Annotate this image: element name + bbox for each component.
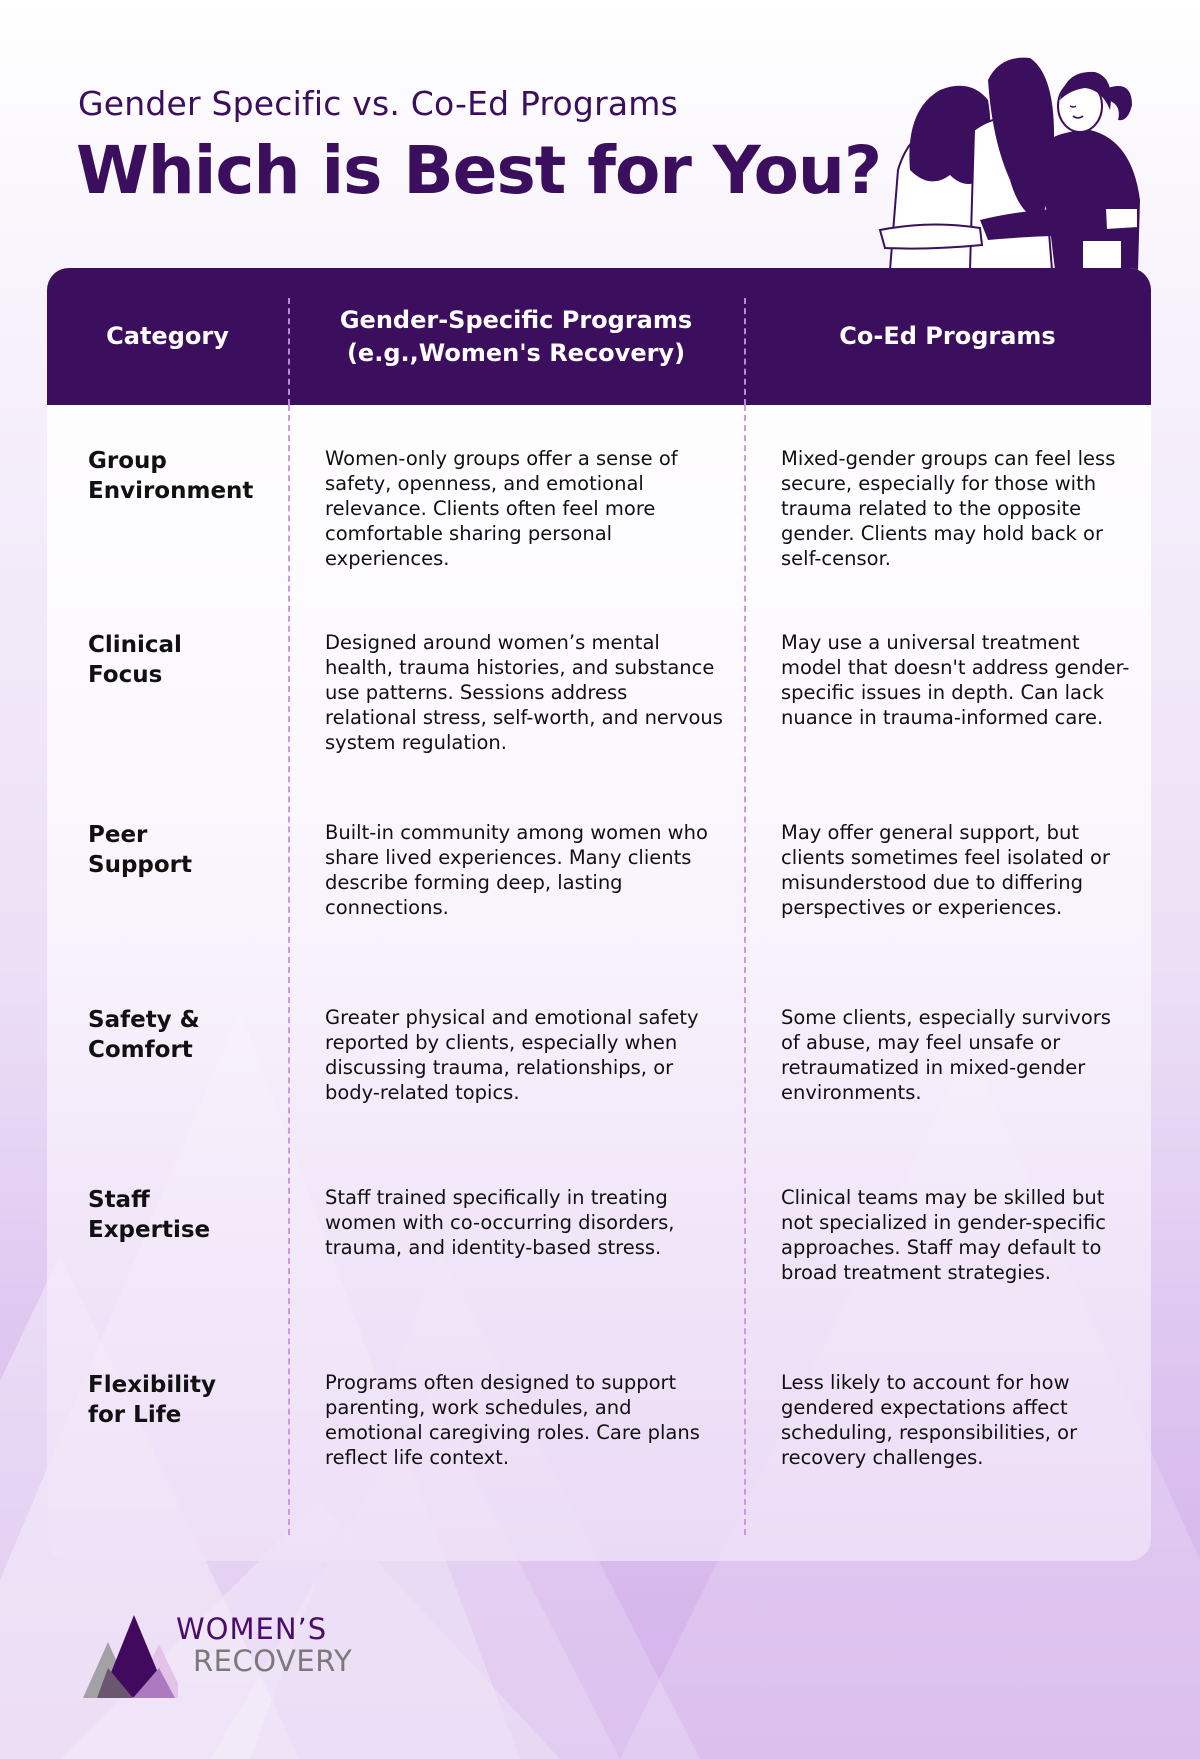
row-category	[88, 446, 288, 506]
womens-recovery-logo	[83, 1610, 353, 1705]
row-category-line: for Life	[88, 1402, 182, 1428]
co-ed-cell: Clinical teams may be skilled but not specialized in gender-specific approaches. Staff may default to broad treatment strategies.	[781, 1186, 1106, 1284]
row-category-line: Focus	[88, 662, 163, 688]
column-divider	[288, 298, 290, 405]
column-header-co-ed	[744, 268, 1151, 405]
arm-hug-sleeve	[1105, 208, 1138, 230]
row-category	[88, 630, 288, 690]
gender-specific-cell: Women-only groups offer a sense of safety, openness, and emotional relevance. Clients often feel more comfortable sharing personal experiences.	[325, 447, 678, 570]
gender-specific-cell: Programs often designed to support parenting, work schedules, and emotional caregiving roles. Care plans reflect life context.	[325, 1371, 700, 1469]
gender-specific-cell: Designed around women’s mental health, trauma histories, and substance use patterns. Sessions address relational stress, self-worth, and nervous system regulation.	[325, 631, 723, 754]
three-women-hugging-illustration	[870, 50, 1160, 270]
co-ed-cell: Less likely to account for how gendered expectations affect scheduling, responsibilities, or recovery challenges.	[781, 1371, 1078, 1469]
column-header-gender-specific-example: (e.g.,Women's Recovery)	[346, 338, 686, 367]
row-category-line: Group	[88, 448, 167, 474]
column-header-category-label: Category	[106, 322, 229, 350]
row-category	[88, 820, 288, 880]
row-category-line: Support	[88, 852, 193, 878]
gender-specific-cell: Staff trained specifically in treating women with co-occurring disorders, trauma, and identity-based stress.	[325, 1186, 675, 1259]
column-header-category	[47, 268, 288, 405]
row-category-line: Staff	[88, 1187, 150, 1213]
comparison-table	[47, 268, 1151, 1561]
page-title: Which is Best for You?	[76, 132, 882, 209]
row-category	[88, 1370, 288, 1430]
co-ed-cell: May use a universal treatment model that doesn't address gender-specific issues in depth. Can lack nuance in trauma-informed care.	[781, 631, 1130, 729]
co-ed-cell: Mixed-gender groups can feel less secure, especially for those with trauma related to the opposite gender. Clients may hold back or self-censor.	[781, 447, 1116, 570]
woman-right-ponytail	[1108, 86, 1132, 120]
arm-hug	[880, 224, 982, 248]
column-divider	[744, 405, 746, 1535]
co-ed-cell: Some clients, especially survivors of abuse, may feel unsafe or retraumatized in mixed-gender environments.	[781, 1006, 1111, 1104]
logo-text-recovery: RECOVERY	[193, 1644, 353, 1678]
column-divider	[744, 298, 746, 405]
column-header-gender-specific	[288, 268, 744, 405]
row-category-line: Environment	[88, 478, 254, 504]
row-category-line: Expertise	[88, 1217, 211, 1243]
mountain-logo-icon	[83, 1610, 178, 1705]
row-category-line: Peer	[88, 822, 148, 848]
row-category-line: Clinical	[88, 632, 182, 658]
column-header-gender-specific-label: Gender-Specific Programs	[339, 305, 693, 334]
row-category	[88, 1005, 288, 1065]
gender-specific-cell: Built-in community among women who share lived experiences. Many clients describe forming deep, lasting connections.	[325, 821, 708, 919]
gender-specific-cell: Greater physical and emotional safety reported by clients, especially when discussing trauma, relationships, or body-related topics.	[325, 1006, 699, 1104]
table-header	[47, 268, 1151, 405]
logo-text-womens: WOMEN’S	[176, 1612, 328, 1646]
row-category-line: Comfort	[88, 1037, 193, 1063]
co-ed-cell: May offer general support, but clients sometimes feel isolated or misunderstood due to differing perspectives or experiences.	[781, 821, 1110, 919]
column-divider	[288, 405, 290, 1535]
row-category-line: Safety &	[88, 1007, 200, 1033]
row-category-line: Flexibility	[88, 1372, 217, 1398]
row-category	[88, 1185, 288, 1245]
pants-pocket	[1082, 240, 1122, 270]
page-subtitle: Gender Specific vs. Co-Ed Programs	[78, 84, 678, 123]
column-header-co-ed-label: Co-Ed Programs	[839, 322, 1056, 350]
